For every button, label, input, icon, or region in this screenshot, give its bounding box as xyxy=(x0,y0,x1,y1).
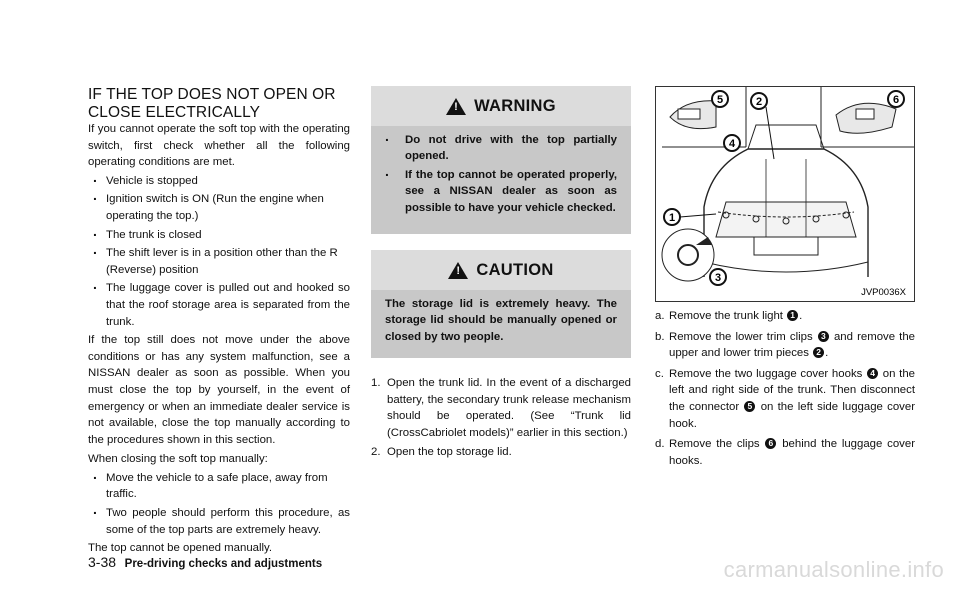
condition-item: . The shift lever is in a position other than the R (Reverse) position xyxy=(88,245,350,278)
callout-badge-icon: 2 xyxy=(813,347,824,358)
svg-text:2: 2 xyxy=(755,96,763,108)
callout-1-icon xyxy=(664,209,716,225)
callout-6-icon xyxy=(888,91,904,107)
caution-box xyxy=(371,250,631,358)
condition-item: . The trunk is closed xyxy=(88,227,350,244)
section-name: Pre-driving checks and adjustments xyxy=(124,558,323,570)
substep-a: a. Remove the trunk light 1 . xyxy=(655,310,803,322)
condition-item: . Vehicle is stopped xyxy=(88,173,350,190)
manual-item: . Two people should perform this procedure, as some of the top parts are extremely heavy. xyxy=(88,505,350,538)
caution-icon: ! xyxy=(448,262,468,279)
warning-icon: ! xyxy=(446,98,466,115)
callout-badge-icon: 4 xyxy=(867,368,878,379)
callout-badge-icon: 1 xyxy=(787,310,798,321)
callout-badge-icon: 3 xyxy=(818,331,829,342)
trunk-diagram xyxy=(656,87,914,301)
figure-code: JVP0036X xyxy=(861,287,906,298)
manual-item: . Move the vehicle to a safe place, away from traffic. xyxy=(88,470,350,503)
caution-title: CAUTION xyxy=(476,260,554,279)
callout-badge-icon: 6 xyxy=(765,438,776,449)
svg-text:3: 3 xyxy=(714,272,722,284)
substep-c: c. Remove the two luggage cover hooks 4 on the left and right side of the trunk. Then disconnect the connector 5 on the left side luggage cover hook. xyxy=(655,367,916,430)
svg-text:4: 4 xyxy=(728,138,736,150)
intro-paragraph: If you cannot operate the soft top with the operating switch, first check whether all the following operating conditions are met. xyxy=(88,123,350,169)
warning-item: . If the top cannot be operated properly, see a NISSAN dealer as soon as possible to have your vehicle checked. xyxy=(385,167,617,216)
callout-5-icon xyxy=(712,91,728,107)
callout-badge-icon: 5 xyxy=(744,401,755,412)
trunk-illustration xyxy=(655,86,915,302)
svg-text:6: 6 xyxy=(892,94,900,106)
substep-b: b. Remove the lower trim clips 3 and remove the upper and lower trim pieces 2 . xyxy=(655,330,916,360)
svg-text:1: 1 xyxy=(668,212,676,224)
substep-d: d. Remove the clips 6 behind the luggage cover hooks. xyxy=(655,438,915,467)
warning-header xyxy=(371,86,631,126)
substeps xyxy=(655,308,915,469)
callout-4-icon xyxy=(724,135,740,151)
malfunction-paragraph: If the top still does not move under the above conditions or has any system malfunction, see a NISSAN dealer as soon as possible. When you must close the top by yourself, in the event of emergency or when an immediate dealer service is not available, close the top manually according to the procedures shown in this section. xyxy=(88,334,350,446)
section-heading: IF THE TOP DOES NOT OPEN OR CLOSE ELECTRICALLY xyxy=(88,86,336,121)
page-footer xyxy=(88,554,322,570)
warning-title: WARNING xyxy=(474,96,556,115)
svg-text:5: 5 xyxy=(716,94,724,106)
warning-box xyxy=(371,86,631,234)
warning-item: . Do not drive with the top partially opened. xyxy=(385,132,617,165)
step-1: 1. Open the trunk lid. In the event of a discharged battery, the secondary trunk release mechanism should be operated. (See “Trunk lid (CrossCabriolet models)” earlier in this section.) xyxy=(371,377,631,439)
page-number: 3-38 xyxy=(88,554,117,570)
closing-note: The top cannot be opened manually. xyxy=(88,542,273,555)
callout-3-icon xyxy=(710,269,726,285)
watermark: carmanualsonline.info xyxy=(723,557,944,582)
condition-item: . Ignition switch is ON (Run the engine when operating the top.) xyxy=(88,191,350,224)
caution-text: The storage lid is extremely heavy. The storage lid should be manually opened or closed by two people. xyxy=(385,298,617,343)
step-2: 2. Open the top storage lid. xyxy=(371,446,512,459)
condition-item: . The luggage cover is pulled out and hooked so that the roof storage area is separated from the trunk. xyxy=(88,280,350,330)
caution-header xyxy=(371,250,631,290)
manual-intro: When closing the soft top manually: xyxy=(88,453,268,466)
